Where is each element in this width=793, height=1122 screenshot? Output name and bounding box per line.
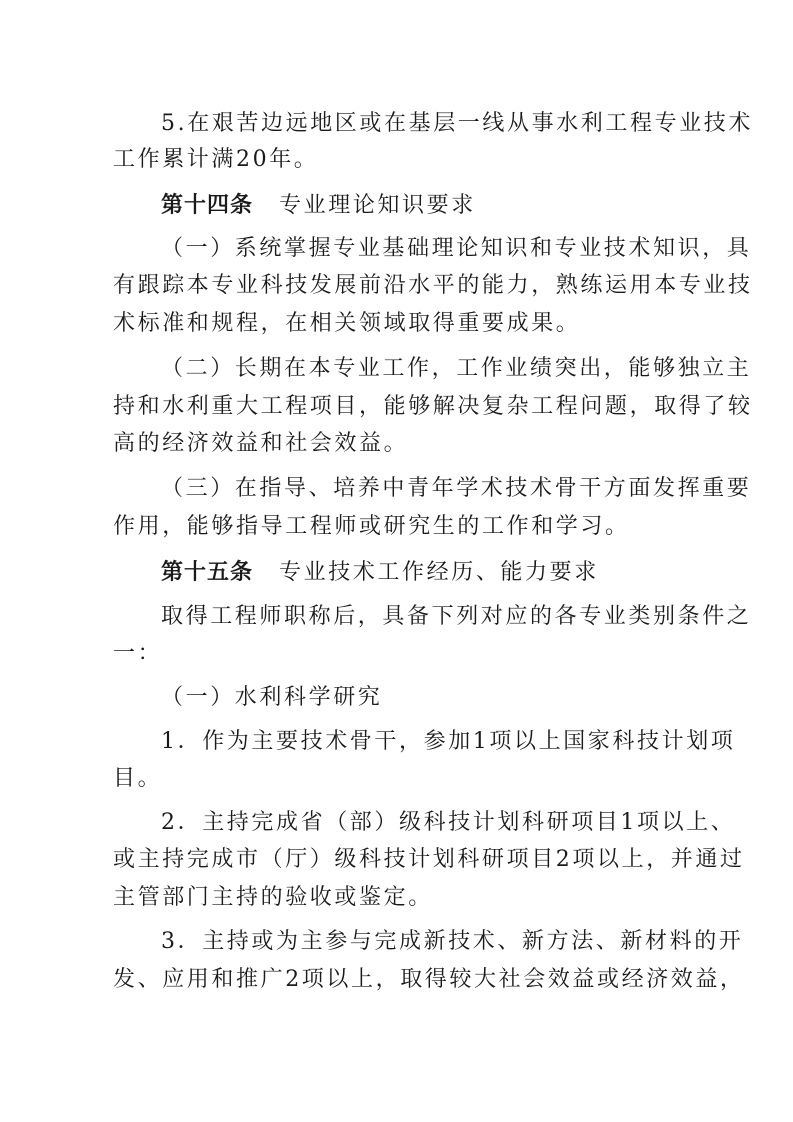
paragraph-line: 术标准和规程，在相关领域取得重要成果。 <box>113 311 581 336</box>
article-heading-15 <box>0 554 793 591</box>
paragraph-line: （一）系统掌握专业基础理论知识和专业技术知识，具 <box>161 236 752 261</box>
paragraph-line: （二）长期在本专业工作，工作业绩突出，能够独立主 <box>161 356 752 381</box>
article-title: 专业理论知识要求 <box>279 193 476 218</box>
article-title: 专业技术工作经历、能力要求 <box>279 560 599 585</box>
paragraph-line: 或主持完成市（厅）级科技计划科研项目2项以上，并通过 <box>113 847 745 872</box>
paragraph-line: 有跟踪本专业科技发展前沿水平的能力，熟练运用本专业技 <box>113 273 753 298</box>
article-heading-14 <box>0 187 793 224</box>
article-number: 第十五条 <box>161 559 254 585</box>
paragraph-line: 1．作为主要技术骨干，参加1项以上国家科技计划项 <box>161 729 736 754</box>
paragraph-line: 高的经济效益和社会效益。 <box>113 431 409 456</box>
paragraph-line: 一： <box>113 641 163 666</box>
paragraph-line: （三）在指导、培养中青年学术技术骨干方面发挥重要 <box>161 476 752 501</box>
paragraph-line: 主管部门主持的验收或鉴定。 <box>113 885 433 910</box>
paragraph-line: 取得工程师职称后，具备下列对应的各专业类别条件之 <box>161 604 752 629</box>
paragraph-line: 工作累计满20年。 <box>113 147 319 172</box>
paragraph-line: 5.在艰苦边远地区或在基层一线从事水利工程专业技术 <box>161 111 753 136</box>
paragraph-line: 3．主持或为主参与完成新技术、新方法、新材料的开 <box>161 929 744 954</box>
paragraph-line: 发、应用和推广2项以上，取得较大社会效益或经济效益， <box>113 967 745 992</box>
paragraph-line: 目。 <box>113 766 163 791</box>
paragraph-line: 2．主持完成省（部）级科技计划科研项目1项以上、 <box>161 810 736 835</box>
paragraph-line: 持和水利重大工程项目，能够解决复杂工程问题，取得了较 <box>113 394 753 419</box>
paragraph-line: 作用，能够指导工程师或研究生的工作和学习。 <box>113 514 630 539</box>
article-number: 第十四条 <box>161 192 254 218</box>
section-heading: （一）水利科学研究 <box>161 685 383 710</box>
